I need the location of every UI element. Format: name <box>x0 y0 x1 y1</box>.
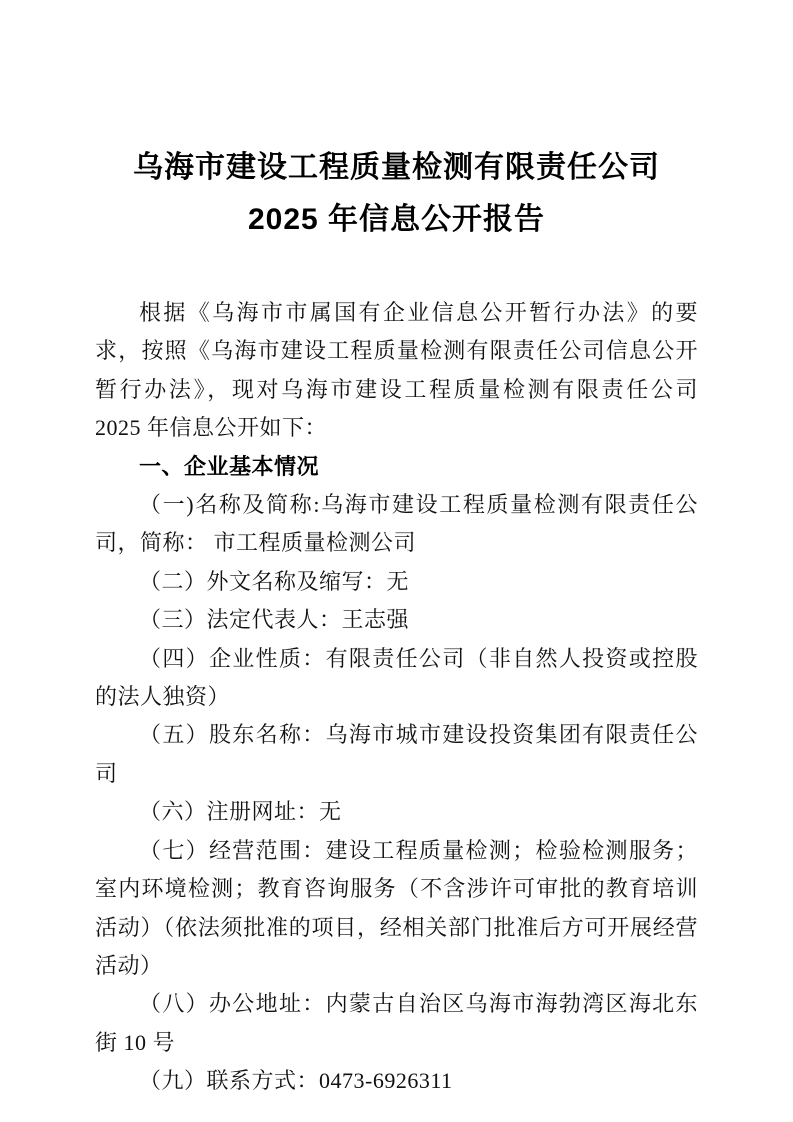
item-shareholder-name: （五）股东名称：乌海市城市建设投资集团有限责任公司 <box>95 722 698 786</box>
document-title-line-1: 乌海市建设工程质量检测有限责任公司 <box>133 151 660 184</box>
item-legal-representative: （三）法定代表人：王志强 <box>139 607 410 633</box>
item-registered-website: （六）注册网址：无 <box>139 799 342 825</box>
item-contact-phone: （九）联系方式：0473-6926311 <box>139 1068 453 1094</box>
item-office-address: （八）办公地址：内蒙古自治区乌海市海勃湾区海北东街 10 号 <box>95 991 698 1055</box>
item-company-type: （四）企业性质：有限责任公司（非自然人投资或控股的法人独资） <box>95 645 698 710</box>
item-name-and-abbreviation: （一)名称及简称:乌海市建设工程质量检测有限责任公司，简称： 市工程质量检测公司 <box>95 492 698 556</box>
intro-paragraph: 根据《乌海市市属国有企业信息公开暂行办法》的要求，按照《乌海市建设工程质量检测有限责任公司信息公开暂行办法》，现对乌海市建设工程质量检测有限责任公司 2025 年信息公开如下： <box>95 300 698 441</box>
item-foreign-name: （二）外文名称及缩写：无 <box>139 568 410 594</box>
section-heading-basic-info: 一、企业基本情况 <box>139 453 320 479</box>
document-title <box>95 142 698 246</box>
document-title-line-2: 2025 年信息公开报告 <box>247 203 546 236</box>
item-business-scope: （七）经营范围：建设工程质量检测；检验检测服务；室内环境检测；教育咨询服务（不含涉许可审批的教育培训活动）（依法须批准的项目，经相关部门批准后方可开展经营活动） <box>95 837 698 978</box>
document-body <box>95 294 698 1101</box>
